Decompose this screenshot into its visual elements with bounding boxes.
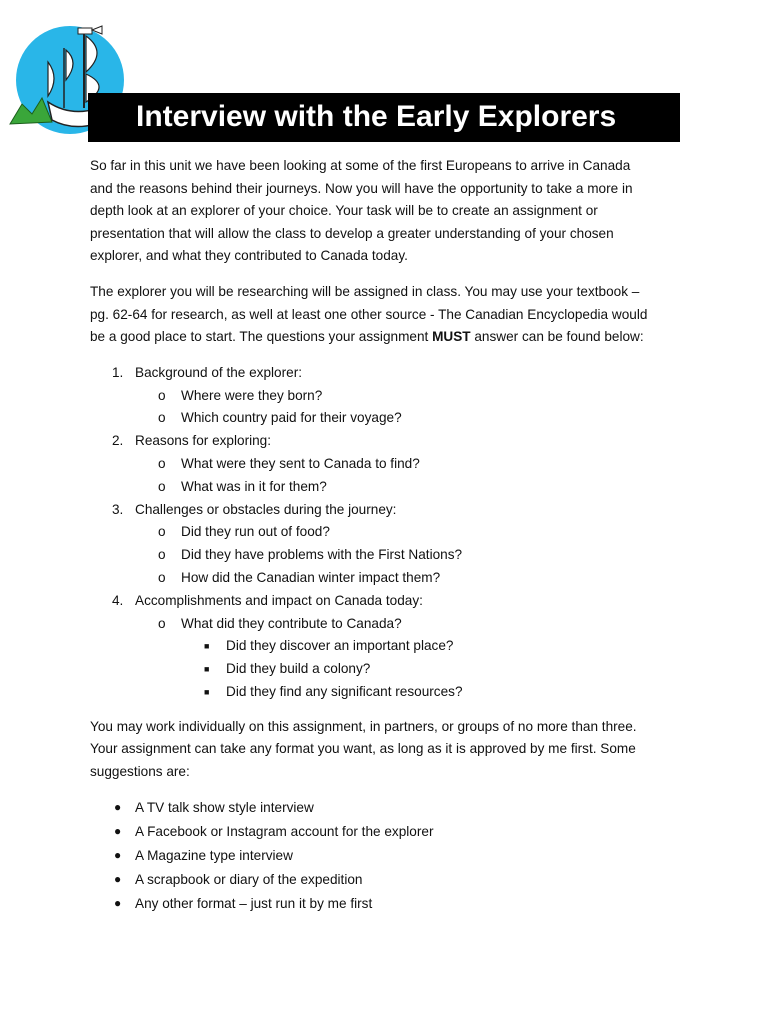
- sub-sub-question: [90, 681, 690, 704]
- suggestion-item: [90, 844, 690, 868]
- square-bullet-icon: ■: [204, 686, 210, 697]
- research-paragraph: [90, 281, 690, 349]
- dot-bullet-icon: ●: [114, 824, 122, 839]
- question-label: Background of the explorer:: [135, 364, 303, 380]
- circle-bullet-icon: o: [158, 524, 166, 540]
- intro-line: depth look at an explorer of your choice. Your task will be to create an assignment or: [90, 203, 598, 219]
- sub-question: [90, 385, 690, 408]
- document-body: [90, 155, 690, 915]
- must-emphasis: MUST: [432, 329, 471, 345]
- sub-question-text: Did they have problems with the First Nations?: [181, 547, 463, 563]
- research-line: [90, 326, 690, 349]
- question-label: Reasons for exploring:: [135, 433, 272, 449]
- page-title: Interview with the Early Explorers: [136, 100, 617, 133]
- suggestion-text: A scrapbook or diary of the expedition: [135, 871, 363, 887]
- suggestion-item: [90, 868, 690, 892]
- suggestion-text: A TV talk show style interview: [135, 800, 314, 816]
- sub-question-text: Where were they born?: [181, 387, 323, 403]
- sub-sub-question-text: Did they find any significant resources?: [226, 683, 463, 699]
- dot-bullet-icon: ●: [114, 895, 122, 910]
- research-line-text: be a good place to start. The questions your assignment: [90, 329, 433, 345]
- intro-line: presentation that will allow the class to develop a greater understanding of your chosen: [90, 225, 614, 241]
- sub-question: [90, 407, 690, 430]
- sub-question-text: What was in it for them?: [181, 478, 327, 494]
- research-line: The explorer you will be researching will be assigned in class. You may use your textbook –: [90, 283, 640, 299]
- sub-question-text: What did they contribute to Canada?: [181, 615, 402, 631]
- suggestion-item: [90, 892, 690, 916]
- sub-question-text: Did they run out of food?: [181, 524, 330, 540]
- research-line-text: answer can be found below:: [470, 329, 644, 345]
- circle-bullet-icon: o: [158, 547, 166, 563]
- sub-sub-question: [90, 658, 690, 681]
- sub-question: [90, 476, 690, 499]
- question-label: Challenges or obstacles during the journey:: [135, 501, 397, 517]
- suggestion-item: [90, 796, 690, 820]
- question-item: [90, 499, 690, 522]
- suggestion-text: Any other format – just run it by me first: [135, 895, 373, 911]
- suggestion-list: [90, 796, 690, 915]
- suggestion-text: A Magazine type interview: [135, 848, 293, 864]
- suggestion-item: [90, 820, 690, 844]
- intro-paragraph: [90, 155, 690, 268]
- question-list: [90, 362, 690, 704]
- research-line: pg. 62-64 for research, as well at least one other source - The Canadian Encyclopedia would: [90, 306, 648, 322]
- circle-bullet-icon: o: [158, 410, 166, 426]
- sub-question-text: Which country paid for their voyage?: [181, 410, 402, 426]
- format-paragraph: [90, 716, 690, 784]
- circle-bullet-icon: o: [158, 478, 166, 494]
- question-item: [90, 430, 690, 453]
- item-number: 2.: [112, 433, 124, 449]
- sub-question: [90, 453, 690, 476]
- item-number: 4.: [112, 592, 124, 608]
- dot-bullet-icon: ●: [114, 848, 122, 863]
- circle-bullet-icon: o: [158, 455, 166, 471]
- sub-sub-question: [90, 635, 690, 658]
- sub-question-text: How did the Canadian winter impact them?: [181, 569, 441, 585]
- suggestion-text: A Facebook or Instagram account for the explorer: [135, 824, 434, 840]
- dot-bullet-icon: ●: [114, 871, 122, 886]
- sub-question: [90, 544, 690, 567]
- sub-question: [90, 521, 690, 544]
- circle-bullet-icon: o: [158, 569, 166, 585]
- question-item: [90, 590, 690, 613]
- intro-line: explorer, and what they contributed to Canada today.: [90, 248, 408, 264]
- item-number: 3.: [112, 501, 124, 517]
- format-line: You may work individually on this assignment, in partners, or groups of no more than three.: [90, 718, 637, 734]
- format-line: suggestions are:: [90, 763, 190, 779]
- question-item: [90, 362, 690, 385]
- square-bullet-icon: ■: [204, 641, 210, 652]
- dot-bullet-icon: ●: [114, 800, 122, 815]
- item-number: 1.: [112, 364, 124, 380]
- sub-question: [90, 567, 690, 590]
- intro-line: and the reasons behind their journeys. Now you will have the opportunity to take a more in: [90, 180, 633, 196]
- circle-bullet-icon: o: [158, 387, 166, 403]
- square-bullet-icon: ■: [204, 664, 210, 675]
- question-label: Accomplishments and impact on Canada today:: [135, 592, 423, 608]
- sub-question-text: What were they sent to Canada to find?: [181, 455, 420, 471]
- sub-sub-question-text: Did they build a colony?: [226, 661, 371, 677]
- circle-bullet-icon: o: [158, 615, 166, 631]
- sub-sub-question-text: Did they discover an important place?: [226, 638, 454, 654]
- intro-line: So far in this unit we have been looking at some of the first Europeans to arrive in Canada: [90, 158, 631, 173]
- sub-question: [90, 613, 690, 636]
- format-line: Your assignment can take any format you want, as long as it is approved by me first. Some: [90, 741, 636, 757]
